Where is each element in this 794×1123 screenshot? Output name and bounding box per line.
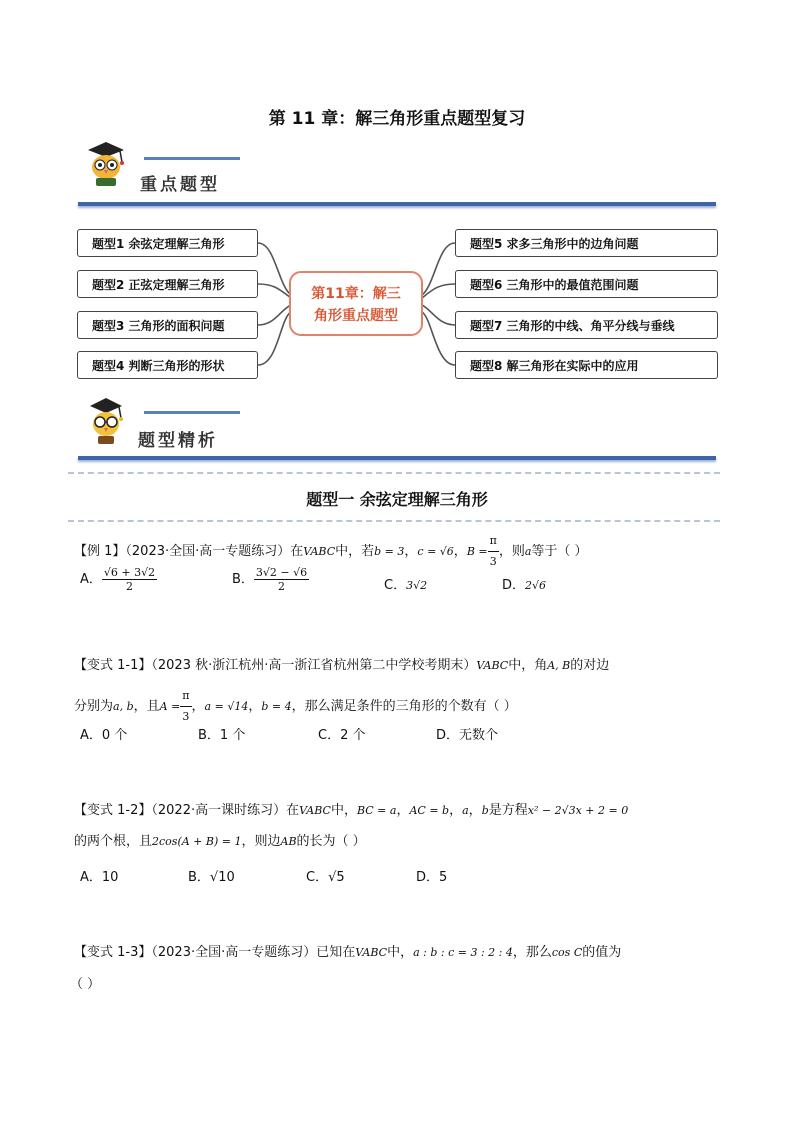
variant-1-1-option-a: A．0 个 — [80, 728, 128, 743]
text-fragment: ， — [468, 803, 482, 818]
example-1-option-c — [384, 574, 427, 593]
mindmap-item-4: 题型4 判断三角形的形状 — [77, 351, 258, 379]
sides-ab: a, b — [113, 700, 134, 713]
variant-1-1-option-d: D．无数个 — [436, 728, 499, 743]
text-fragment: 中，角 — [508, 658, 548, 673]
option-label: B． — [232, 572, 254, 587]
variant-1-2-option-c: C．√5 — [306, 870, 345, 885]
text-fragment: ，则边 — [241, 834, 281, 849]
dashed-divider-top — [68, 472, 720, 474]
condition-b: b = 4 — [261, 700, 292, 713]
option-value: 3√2 — [406, 579, 428, 592]
text-fragment: 的值为 — [582, 945, 622, 960]
variant-label: 【变式 1-3】 — [74, 945, 152, 960]
section-top-rule — [144, 411, 240, 414]
mindmap-connectors — [0, 0, 794, 400]
variant-source: （2023 秋·浙江杭州·高一浙江省杭州第二中学校考期末） — [151, 658, 477, 673]
text-fragment: ， — [248, 699, 262, 714]
variant-source: （2022·高一课时练习）在 — [151, 803, 300, 818]
quadratic-equation: x² − 2√3x + 2 = 0 — [527, 804, 629, 817]
variant-1-3-line-2: （ ） — [70, 977, 101, 992]
variant-1-2-option-a: A．10 — [80, 870, 119, 885]
example-1-option-b — [232, 566, 309, 593]
cos-condition: 2cos(A + B) = 1 — [152, 835, 242, 848]
text-fragment: 的两个根，且 — [74, 834, 153, 849]
side-ratio: a : b : c = 3 : 2 : 4 — [413, 946, 513, 959]
condition-AC: AC = b — [409, 804, 450, 817]
page-title: 第 11 章：解三角形重点题型复习 — [268, 109, 526, 129]
mindmap-center-line-1: 第11章：解三 — [311, 286, 401, 302]
fraction-pi-over-3 — [488, 531, 499, 572]
fraction-denominator: 3 — [182, 710, 190, 723]
triangle-symbol: VABC — [476, 659, 509, 672]
condition-a: a = √14 — [204, 700, 249, 713]
option-fraction — [102, 566, 157, 593]
mindmap-center — [289, 271, 423, 336]
section-bottom-rule — [78, 456, 716, 460]
example-1-option-a — [80, 566, 157, 593]
variant-1-3-line-1 — [74, 943, 744, 963]
condition-A-lhs: A = — [159, 700, 181, 713]
condition-c: c = √6 — [417, 545, 454, 558]
mindmap-item-8: 题型8 解三角形在实际中的应用 — [455, 351, 718, 379]
side-AB: AB — [280, 835, 297, 848]
text-fragment: ，那么满足条件的三角形的个数有（ ） — [291, 699, 517, 714]
example-1-option-d — [502, 574, 546, 593]
fraction-denominator: 3 — [489, 555, 497, 568]
fraction-denominator: 2 — [278, 580, 286, 593]
variant-1-2-line-1 — [74, 801, 744, 821]
variant-1-1-option-b: B．1 个 — [198, 728, 246, 743]
mindmap-item-6: 题型6 三角形中的最值范围问题 — [455, 270, 718, 298]
option-label: C． — [384, 578, 407, 593]
mindmap-item-7: 题型7 三角形的中线、角平分线与垂线 — [455, 311, 718, 339]
type-heading: 题型一 余弦定理解三角形 — [306, 490, 488, 509]
variant-1-2-option-d: D．5 — [416, 870, 448, 885]
fraction-numerator: √6 + 3√2 — [103, 566, 156, 579]
variant-label: 【变式 1-2】 — [74, 803, 152, 818]
section-title-analysis: 题型精析 — [138, 431, 218, 451]
condition-B-lhs: B = — [466, 545, 488, 558]
fraction-pi-over-3 — [180, 686, 191, 727]
variant-1-1-option-c: C．2 个 — [318, 728, 366, 743]
triangle-symbol: VABC — [355, 946, 388, 959]
dashed-divider-bottom — [68, 520, 720, 522]
condition-BC: BC = a — [356, 804, 397, 817]
text-fragment: 是方程 — [488, 803, 528, 818]
fraction-numerator: 3√2 − √6 — [255, 566, 308, 579]
text-fragment: ， — [191, 699, 205, 714]
text-fragment: 分别为 — [74, 699, 114, 714]
text-fragment: 等于（ ） — [531, 544, 588, 559]
fraction-numerator: π — [488, 531, 499, 552]
fraction-numerator: π — [180, 686, 191, 707]
variable-a: a — [462, 804, 469, 817]
mindmap-item-5: 题型5 求多三角形中的边角问题 — [455, 229, 718, 257]
text-fragment: ，则 — [498, 544, 525, 559]
variant-label: 【变式 1-1】 — [74, 658, 152, 673]
mindmap-item-1: 题型1 余弦定理解三角形 — [77, 229, 258, 257]
section-header-analysis — [78, 396, 718, 466]
option-label: A． — [80, 572, 102, 587]
text-fragment: 中， — [330, 803, 357, 818]
example-1-label: 【例 1】 — [74, 544, 126, 559]
unknown-a: a — [524, 545, 532, 558]
variant-source: （2023·全国·高一专题练习）已知在 — [151, 945, 356, 960]
cos-C: cos C — [551, 946, 583, 959]
text-fragment: ， — [453, 544, 467, 559]
text-fragment: 的长为（ ） — [296, 834, 366, 849]
option-value: 2√6 — [525, 579, 547, 592]
triangle-symbol: VABC — [303, 545, 336, 558]
text-fragment: ，那么 — [512, 945, 552, 960]
fraction-denominator: 2 — [126, 580, 134, 593]
mindmap-item-2: 题型2 正弦定理解三角形 — [77, 270, 258, 298]
section-title-key-types: 重点题型 — [140, 175, 220, 195]
triangle-symbol: VABC — [299, 804, 331, 817]
mindmap-center-line-2: 角形重点题型 — [314, 308, 398, 324]
text-fragment: ，且 — [133, 699, 160, 714]
text-fragment: 中， — [387, 945, 414, 960]
variant-1-2-line-2 — [74, 832, 744, 852]
variant-1-1-line-1 — [74, 656, 744, 676]
option-label: D． — [502, 578, 526, 593]
text-fragment: 中，若 — [335, 544, 375, 559]
text-fragment: ， — [396, 803, 410, 818]
owl-glasses-icon — [84, 396, 128, 446]
variant-1-2-option-b: B．√10 — [188, 870, 235, 885]
text-fragment: 的对边 — [570, 658, 610, 673]
condition-b: b = 3 — [374, 545, 405, 558]
text-fragment: ， — [404, 544, 418, 559]
example-1-source: （2023·全国·高一专题练习）在 — [125, 544, 304, 559]
variant-1-1-line-2 — [74, 686, 744, 727]
option-fraction — [254, 566, 309, 593]
text-fragment: ， — [449, 803, 463, 818]
angles-AB: A, B — [547, 659, 571, 672]
variable-b: b — [481, 804, 489, 817]
example-1-question — [74, 531, 734, 572]
mindmap-item-3: 题型3 三角形的面积问题 — [77, 311, 258, 339]
